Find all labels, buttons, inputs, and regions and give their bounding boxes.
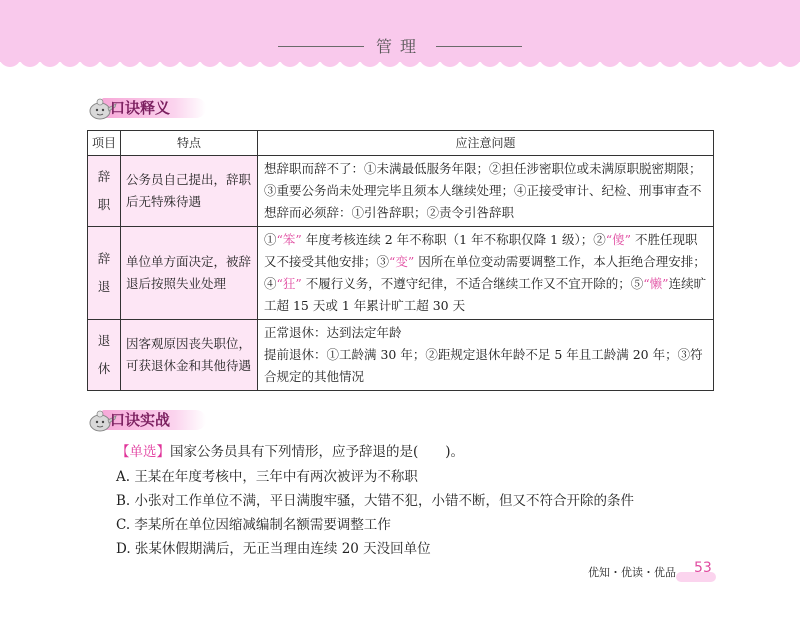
page-title: 管理 (375, 37, 424, 56)
issue-text: 连续旷工超 15 天或 1 年累计旷工超 30 天 (264, 276, 707, 313)
issue-paragraph (264, 344, 707, 388)
header-line-left (278, 46, 364, 47)
table-header-row (88, 131, 714, 156)
issue-paragraph (264, 158, 707, 224)
section-heading-explanation (86, 94, 206, 120)
issue-text: 不履行义务，不遵守纪律，不适合继续工作又不宜开除的；⑤ (301, 276, 644, 291)
header-feature: 特点 (121, 131, 258, 156)
header-item: 项目 (88, 131, 121, 156)
option-d: D. 张某休假期满后，无正当理由连续 20 天没回单位 (116, 541, 431, 557)
issue-paragraph (264, 229, 707, 317)
cell-feature: 因客观原因丧失职位，可获退休金和其他待遇 (121, 320, 258, 391)
cell-feature: 单位单方面决定，被辞退后按照失业处理 (121, 227, 258, 320)
item-label: 辞职 (97, 169, 111, 212)
header-issues: 应注意问题 (258, 131, 714, 156)
table-row (88, 156, 714, 227)
keyword-highlight: “变” (389, 254, 415, 269)
question-stem (116, 440, 464, 464)
issue-text: 因所在单位变动需要调整工作，本人拒绝合理安排；④ (264, 254, 706, 291)
section-label: 口诀释义 (110, 99, 171, 117)
question-type-tag: 【单选】 (116, 444, 170, 460)
table-row (88, 320, 714, 391)
issue-text: 不胜任现职又不接受其他安排；③ (264, 232, 698, 269)
cell-feature: 公务员自己提出，辞职后无特殊待遇 (121, 156, 258, 227)
section-label: 口诀实战 (110, 411, 171, 429)
keyword-highlight: “笨” (276, 232, 302, 247)
issue-text: ① (264, 232, 277, 247)
option-c: C. 李某所在单位因缩减编制名额需要调整工作 (116, 517, 391, 533)
keyword-highlight: “懒” (643, 276, 669, 291)
table-row (88, 227, 714, 320)
item-label: 辞退 (97, 251, 111, 294)
option-b: B. 小张对工作单位不满，平日满腹牢骚，大错不犯，小错不断，但又不符合开除的条件 (116, 493, 635, 509)
issue-paragraph (264, 322, 707, 344)
option-a: A. 王某在年度考核中，三年中有两次被评为不称职 (116, 469, 418, 485)
issue-text: 提前退休：①工龄满 30 年；②距规定退休年龄不足 5 年且工龄满 20 年；③符合规定的其他情况 (264, 347, 703, 384)
keyword-highlight: “狂” (276, 276, 302, 291)
cell-issues (258, 320, 714, 391)
issue-text: 想辞职而辞不了：①未满最低服务年限；②担任涉密职位或未满原职脱密期限；③重要公务尚未处理完毕且须本人继续处理；④正接受审计、纪检、刑事审查不想辞而必须辞：①引咎辞职；②责令引咎辞职 (264, 161, 702, 220)
cell-issues (258, 156, 714, 227)
cell-item (88, 227, 121, 320)
cell-issues (258, 227, 714, 320)
cell-item (88, 320, 121, 391)
page-number: 53 (694, 560, 712, 576)
footer-slogan: 优知・优读・优品 (588, 566, 676, 579)
question-text: 国家公务员具有下列情形，应予辞退的是( )。 (170, 444, 465, 460)
keyword-highlight: “傻” (605, 232, 632, 247)
cell-item (88, 156, 121, 227)
rule-table (87, 130, 714, 391)
section-heading-practice (86, 406, 206, 432)
header-line-right (436, 46, 522, 47)
issue-text: 年度考核连续 2 年不称职（1 年不称职仅降 1 级）；② (301, 232, 606, 247)
item-label: 退休 (97, 333, 111, 376)
issue-text: 正常退休：达到法定年龄 (264, 325, 402, 340)
